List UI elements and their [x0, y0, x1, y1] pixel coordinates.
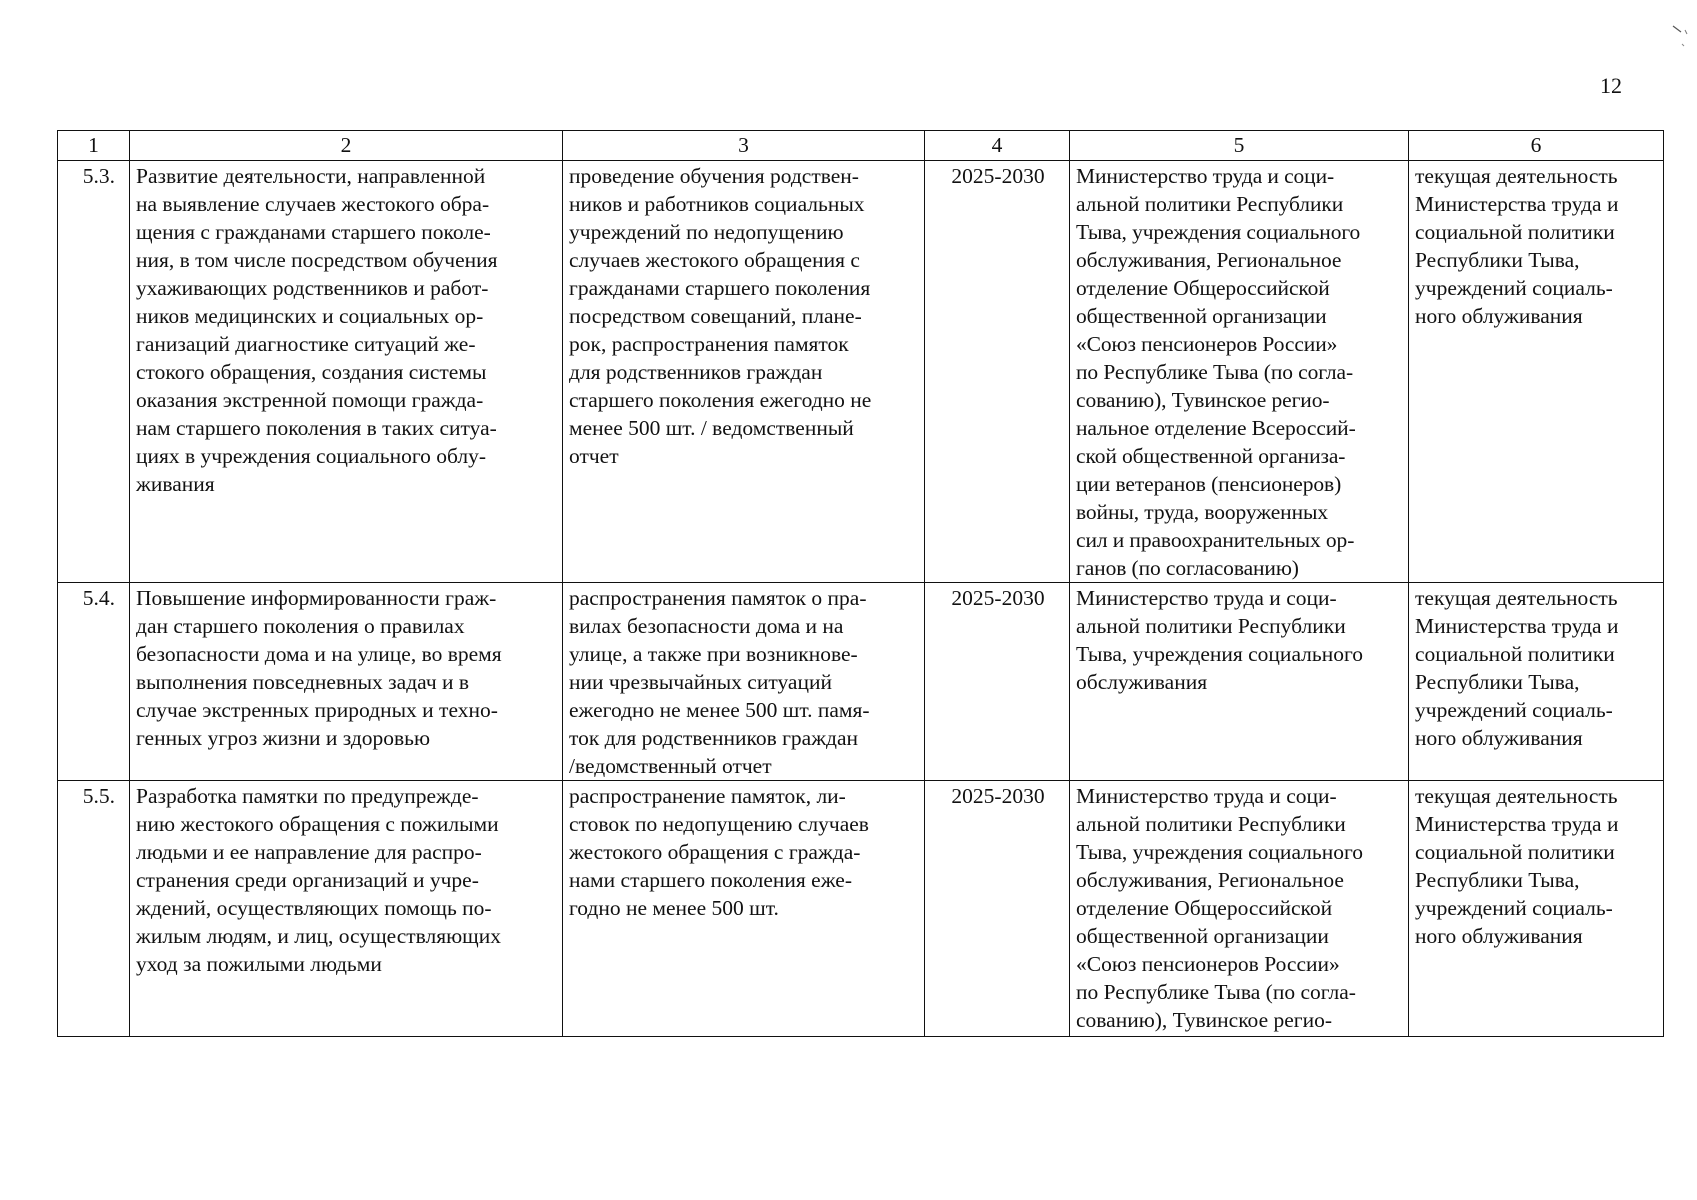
scan-mark-icon [1672, 22, 1690, 52]
page-number: 12 [1600, 73, 1622, 98]
result-indicator: распространение памяток, ли- стовок по недопущению случаев жестокого обращения с гражда- нами старшего поколения еже- годно не менее 500 шт. [563, 781, 925, 1037]
column-header-4: 4 [925, 131, 1070, 161]
event-description: Разработка памятки по предупрежде- нию жестокого обращения с пожилыми людьми и ее направление для распро- странения среди организаций и учре- ждений, осуществляющих помощь по- жилым людям, и лиц, осуществляющих уход за пожилыми людьми [130, 781, 563, 1037]
column-header-3: 3 [563, 131, 925, 161]
action-plan-table [57, 130, 1664, 1037]
row-number: 5.3. [58, 161, 130, 583]
table-row [58, 161, 1664, 583]
implementation-period: 2025-2030 [925, 161, 1070, 583]
row-number: 5.5. [58, 781, 130, 1037]
funding-source: текущая деятельность Министерства труда и социальной политики Республики Тыва, учреждений социаль- ного облуживания [1409, 781, 1664, 1037]
table-header-row [58, 131, 1664, 161]
result-indicator: распространения памяток о пра- вилах безопасности дома и на улице, а также при возникнове- нии чрезвычайных ситуаций ежегодно не менее 500 шт. памя- ток для родственников граждан /ведомственный отчет [563, 583, 925, 781]
funding-source: текущая деятельность Министерства труда и социальной политики Республики Тыва, учреждений социаль- ного облуживания [1409, 583, 1664, 781]
event-description: Развитие деятельности, направленной на выявление случаев жестокого обра- щения с гражданами старшего поколе- ния, в том числе посредством обучения ухаживающих родственников и работ- ников медицинских и социальных ор- ганизаций диагностике ситуаций же- стокого обращения, создания системы оказания экстренной помощи гражда- нам старшего поколения в таких ситуа- циях в учреждения социального облу- живания [130, 161, 563, 583]
responsible-executors: Министерство труда и соци- альной политики Республики Тыва, учреждения социального обслуживания, Региональное отделение Общероссийской общественной организации «Союз пенсионеров России» по Республике Тыва (по согла- сованию), Тувинское регио- [1070, 781, 1409, 1037]
table-row [58, 781, 1664, 1037]
column-header-1: 1 [58, 131, 130, 161]
result-indicator: проведение обучения родствен- ников и работников социальных учреждений по недопущению случаев жестокого обращения с гражданами старшего поколения посредством совещаний, плане- рок, распространения памяток для родственников граждан старшего поколения ежегодно не менее 500 шт. / ведомственный отчет [563, 161, 925, 583]
event-description: Повышение информированности граж- дан старшего поколения о правилах безопасности дома и на улице, во время выполнения повседневных задач и в случае экстренных природных и техно- генных угроз жизни и здоровью [130, 583, 563, 781]
implementation-period: 2025-2030 [925, 781, 1070, 1037]
funding-source: текущая деятельность Министерства труда и социальной политики Республики Тыва, учреждений социаль- ного облуживания [1409, 161, 1664, 583]
column-header-5: 5 [1070, 131, 1409, 161]
row-number: 5.4. [58, 583, 130, 781]
table-row [58, 583, 1664, 781]
responsible-executors: Министерство труда и соци- альной политики Республики Тыва, учреждения социального обслуживания, Региональное отделение Общероссийской общественной организации «Союз пенсионеров России» по Республике Тыва (по согла- сованию), Тувинское регио- нальное отделение Всероссий- ской общественной организа- ции ветеранов (пенсионеров) войны, труда, вооруженных сил и правоохранительных ор- ганов (по согласованию) [1070, 161, 1409, 583]
column-header-2: 2 [130, 131, 563, 161]
implementation-period: 2025-2030 [925, 583, 1070, 781]
responsible-executors: Министерство труда и соци- альной политики Республики Тыва, учреждения социального обслуживания [1070, 583, 1409, 781]
column-header-6: 6 [1409, 131, 1664, 161]
